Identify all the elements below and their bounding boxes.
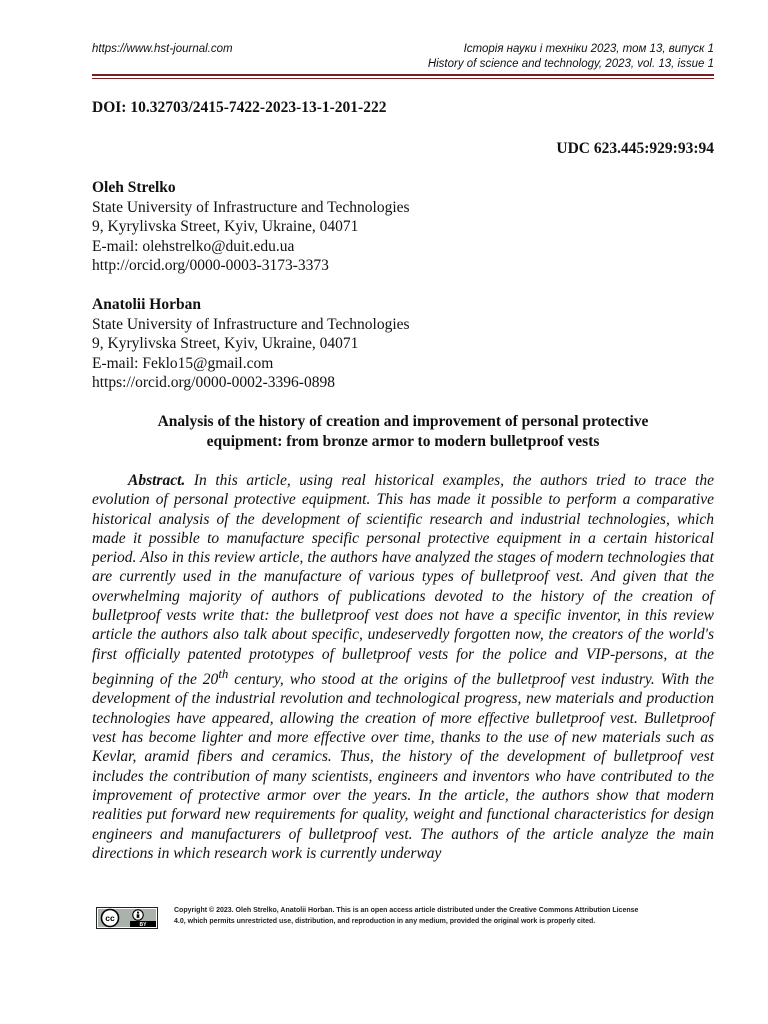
abstract-text-2: century, who stood at the origins of the bulletproof vest industry. With the development of the industrial revolution and technological progress, new materials and production technologies have appeared, allowing the creation of more effective bulletproof vest. Bulletproof vest has become lighter and more effective over time, thanks to the use of new materials such as Kevlar, aramid fibers and ceramics. Thus, the history of the development of bulletproof vest includes the contribution of many scientists, engineers and inventors who have contributed to the improvement of protective armor over the years. In the article, the authors show that modern realities put forward new requirements for quality, weight and functional characteristics for design engineers and manufacturers of bulletproof vest. The authors of the article analyze the main directions in which research work is currently underway (92, 671, 714, 862)
license-text (174, 905, 714, 927)
journal-citation-ua: Історія науки і техніки 2023, том 13, випуск 1 (463, 43, 714, 55)
author-email[interactable]: E-mail: olehstrelko@duit.edu.ua (92, 237, 295, 255)
author-address: 9, Kyrylivska Street, Kyiv, Ukraine, 04071 (92, 218, 359, 235)
abstract-superscript: th (218, 665, 229, 681)
by-badge-text: BY (139, 922, 147, 928)
author-name: Anatolii Horban (92, 296, 201, 313)
header-rule-thick (92, 74, 714, 76)
cc-by-license-icon[interactable] (96, 907, 158, 929)
abstract-label: Abstract. (128, 472, 186, 489)
author-orcid[interactable]: http://orcid.org/0000-0003-3173-3373 (92, 257, 329, 274)
license-text-line-2: 4.0, which permits unrestricted use, distribution, and reproduction in any medium, provided the original work is properly cited. (174, 918, 596, 925)
cc-badge-text: cc (105, 913, 115, 923)
article-title-line-2: equipment: from bronze armor to modern bulletproof vests (206, 433, 600, 450)
abstract-text-1: In this article, using real historical examples, the authors tried to trace the evolution of personal protective equipment. This has made it possible to perform a comparative historical analysis of the development of scientific research and industrial technologies, which made it possible to manufacture specific personal protective equipment in a certain historical period. Also in this review article, the authors have analyzed the stages of modern technologies that are currently used in the manufacture of various types of bulletproof vest. And given that the overwhelming majority of authors of publications devoted to the history of the creation of bulletproof vests write that: the bulletproof vest does not have a specific inventor, in this review article the authors also talk about specific, undeservedly forgotten now, the creators of the world's first officially patented prototypes of bulletproof vests for the police and VIP-persons, at the beginning of the 20 (92, 472, 714, 689)
article-title (92, 412, 714, 452)
udc: UDC 623.445:929:93:94 (556, 140, 714, 157)
journal-citation (428, 42, 714, 72)
abstract (92, 471, 714, 863)
doi: DOI: 10.32703/2415-7422-2023-13-1-201-222 (92, 99, 387, 116)
license-footer (96, 905, 714, 931)
author-email[interactable]: E-mail: Feklo15@gmail.com (92, 354, 274, 372)
author-name: Oleh Strelko (92, 179, 176, 196)
author-address: 9, Kyrylivska Street, Kyiv, Ukraine, 04071 (92, 335, 359, 352)
author-block-2 (92, 295, 410, 393)
author-block-1 (92, 178, 410, 276)
author-affiliation: State University of Infrastructure and Technologies (92, 198, 410, 216)
journal-url[interactable]: https://www.hst-journal.com (92, 43, 233, 55)
journal-citation-en: History of science and technology, 2023, vol. 13, issue 1 (427, 58, 714, 70)
header-rule-thin (92, 78, 714, 79)
author-affiliation: State University of Infrastructure and Technologies (92, 315, 410, 333)
license-text-line-1: Copyright © 2023. Oleh Strelko, Anatolii Horban. This is an open access article distributed under the Creative Commons Attribution License (174, 907, 639, 914)
article-title-line-1: Analysis of the history of creation and improvement of personal protective (157, 413, 649, 430)
author-orcid[interactable]: https://orcid.org/0000-0002-3396-0898 (92, 374, 335, 391)
